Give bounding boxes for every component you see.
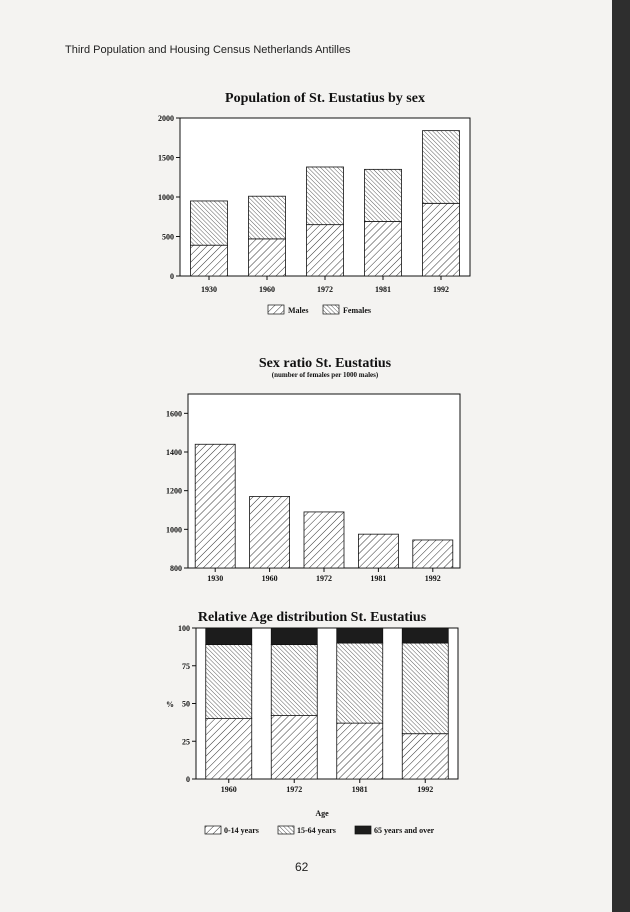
chart1-bar-1972-females (307, 167, 344, 225)
legend-label-males: Males (288, 306, 309, 315)
chart-population-by-sex (158, 91, 470, 315)
chart1-title: Population of St. Eustatius by sex (225, 91, 425, 106)
chart3-xtick-label: 1981 (351, 785, 368, 794)
chart1-bar-1930-males (191, 245, 228, 276)
chart3-bar-1981-65-years-and-over (337, 628, 383, 643)
chart2-bar-1992 (413, 540, 453, 568)
chart3-ytick-label: 25 (182, 737, 190, 747)
chart2-ytick-label: 800 (170, 564, 182, 573)
chart3-ytick-label: 50 (182, 699, 190, 709)
chart3-bar-1972-65-years-and-over (271, 628, 317, 645)
legend-label-65-over: 65 years and over (374, 826, 435, 835)
chart3-xtick-label: 1960 (220, 785, 237, 794)
chart1-xtick-label: 1972 (317, 285, 333, 294)
chart1-bar-1960-females (249, 196, 286, 239)
chart2-bar-1960 (250, 496, 290, 568)
chart3-bar-1960-65-years-and-over (206, 628, 252, 645)
chart2-xtick-label: 1992 (424, 574, 441, 583)
chart3-bar-1981-0-14-years (337, 723, 383, 779)
chart1-xtick-label: 1992 (433, 285, 449, 294)
chart2-subtitle: (number of females per 1000 males) (271, 371, 379, 379)
chart2-ytick-label: 1400 (166, 448, 182, 457)
chart3-bar-1992-65-years-and-over (402, 628, 448, 643)
chart2-ytick-label: 1200 (166, 486, 182, 496)
chart2-bar-1930 (195, 444, 235, 568)
chart1-xtick-label: 1930 (201, 285, 217, 294)
chart2-xtick-label: 1981 (370, 574, 387, 583)
chart3-xlabel: Age (315, 809, 329, 818)
chart1-ytick-label: 500 (162, 232, 174, 242)
chart3-xtick-label: 1992 (417, 785, 434, 794)
legend-swatch-65-over (355, 826, 371, 834)
chart1-ytick-label: 1500 (158, 153, 174, 163)
running-header: Third Population and Housing Census Netherlands Antilles (65, 44, 351, 56)
chart1-bar-1992-males (423, 203, 460, 276)
chart2-ytick-label: 1000 (166, 525, 182, 535)
chart2-bar-1981 (358, 534, 398, 568)
chart1-ytick-label: 1000 (158, 193, 174, 202)
chart1-ytick-label: 2000 (158, 114, 174, 123)
chart1-xtick-label: 1981 (375, 285, 391, 294)
chart2-xtick-label: 1930 (207, 574, 224, 583)
chart1-bar-1930-females (191, 201, 228, 245)
chart3-xtick-label: 1972 (286, 785, 303, 794)
chart-age-distribution (166, 610, 458, 835)
chart3-ytick-label: 100 (178, 624, 190, 633)
chart2-ytick-label: 1600 (166, 409, 182, 419)
chart1-bar-1981-females (365, 169, 402, 221)
page-number: 62 (295, 860, 309, 874)
chart3-bar-1960-0-14-years (206, 719, 252, 779)
legend-swatch-0-14 (205, 826, 221, 834)
chart3-bar-1960-15-64-years (206, 645, 252, 719)
chart1-bar-1992-females (423, 131, 460, 204)
chart2-xtick-label: 1960 (261, 574, 278, 583)
chart1-bar-1960-males (249, 239, 286, 276)
chart3-legend (205, 826, 435, 835)
chart1-ytick-label: 0 (170, 272, 174, 281)
chart3-ylabel: % (166, 700, 174, 709)
legend-label-females: Females (343, 306, 371, 315)
chart2-xtick-label: 1972 (316, 574, 332, 583)
legend-swatch-15-64 (278, 826, 294, 834)
chart3-bar-1992-15-64-years (402, 643, 448, 734)
legend-label-15-64: 15-64 years (297, 826, 336, 835)
chart-sex-ratio (166, 356, 460, 583)
chart3-bar-1992-0-14-years (402, 734, 448, 779)
chart3-bar-1981-15-64-years (337, 643, 383, 723)
chart3-bar-1972-0-14-years (271, 716, 317, 779)
legend-swatch-females (323, 305, 339, 314)
chart1-bar-1972-males (307, 225, 344, 276)
chart3-title: Relative Age distribution St. Eustatius (197, 610, 427, 625)
legend-label-0-14: 0-14 years (224, 826, 259, 835)
chart1-legend (268, 305, 371, 315)
chart1-bar-1981-males (365, 221, 402, 276)
chart3-ytick-label: 0 (186, 775, 190, 784)
chart2-bar-1972 (304, 512, 344, 568)
chart3-ytick-label: 75 (182, 661, 190, 671)
legend-swatch-males (268, 305, 284, 314)
chart2-title: Sex ratio St. Eustatius (258, 356, 392, 371)
chart1-xtick-label: 1960 (259, 285, 275, 294)
chart3-bar-1972-15-64-years (271, 645, 317, 716)
